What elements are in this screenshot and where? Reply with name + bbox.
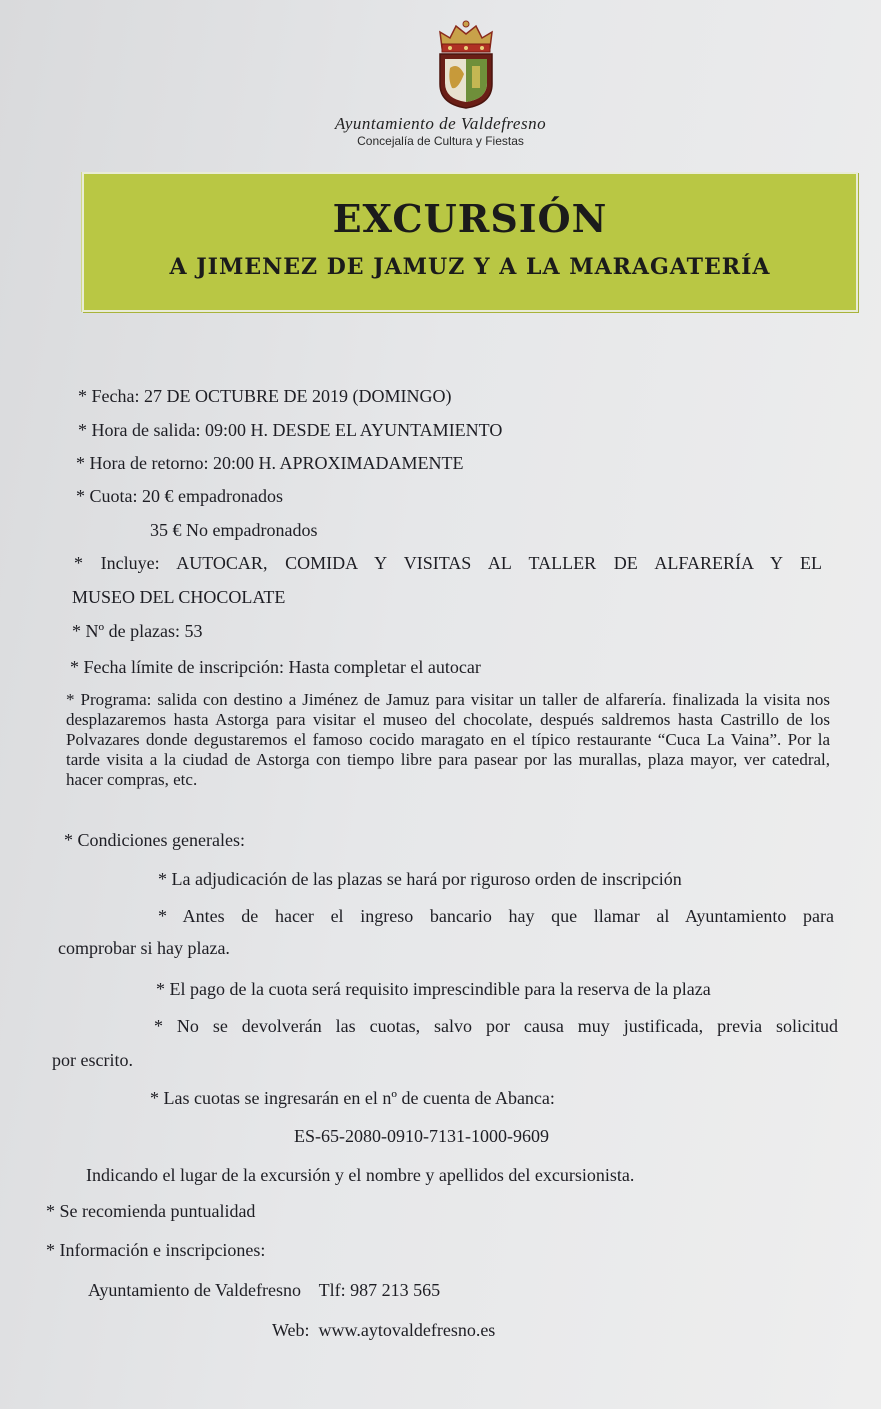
department-name: Concejalía de Cultura y Fiestas [357, 134, 524, 148]
page-title: EXCURSIÓN [332, 196, 608, 241]
detail-programa: * Programa: salida con destino a Jiménez de Jamuz para visitar un taller de alfarería. finalizada la visita nos desplazaremos hasta Astorga para visitar el museo del chocolate, después saldremos hasta Castrillo de los Polvazares donde degustaremos el famoso cocido maragato en el típico restaurante “Cuca La Vaina”. Por la tarde visita a la ciudad de Astorga con tiempo libre para pasear por las murallas, plaza mayor, ver catedral, hacer compras, etc. [66, 690, 830, 789]
detail-incluye: * Incluye: AUTOCAR, COMIDA Y VISITAS AL TALLER DE ALFARERÍA Y EL [74, 553, 822, 573]
condition-item-4-cont: por escrito. [52, 1050, 133, 1070]
page-subtitle: A JIMENEZ DE JAMUZ Y A LA MARAGATERÍA [169, 254, 771, 280]
condition-item-1: * La adjudicación de las plazas se hará por riguroso orden de inscripción [158, 869, 682, 889]
detail-fecha-limite: * Fecha límite de inscripción: Hasta completar el autocar [70, 657, 481, 677]
detail-plazas: * Nº de plazas: 53 [72, 621, 203, 641]
detail-hora-salida: * Hora de salida: 09:00 H. DESDE EL AYUNTAMIENTO [78, 420, 503, 440]
payment-instruction: Indicando el lugar de la excursión y el nombre y apellidos del excursionista. [86, 1165, 635, 1185]
detail-hora-retorno: * Hora de retorno: 20:00 H. APROXIMADAMENTE [76, 453, 464, 473]
condition-item-4: * No se devolverán las cuotas, salvo por causa muy justificada, previa solicitud [154, 1016, 838, 1036]
organization-name: Ayuntamiento de Valdefresno [334, 114, 547, 133]
detail-incluye-cont: MUSEO DEL CHOCOLATE [72, 587, 286, 607]
contact-line: Ayuntamiento de Valdefresno Tlf: 987 213 565 [88, 1280, 441, 1300]
punctuality-note: * Se recomienda puntualidad [46, 1201, 256, 1221]
detail-fecha: * Fecha: 27 DE OCTUBRE DE 2019 (DOMINGO) [78, 386, 452, 406]
website-line: Web: www.aytovaldefresno.es [272, 1320, 496, 1340]
conditions-heading: * Condiciones generales: [64, 830, 245, 850]
municipal-crest-icon [436, 18, 496, 110]
bank-account: ES-65-2080-0910-7131-1000-9609 [294, 1126, 549, 1146]
condition-item-2-cont: comprobar si hay plaza. [58, 938, 230, 958]
condition-item-5: * Las cuotas se ingresarán en el nº de cuenta de Abanca: [150, 1088, 555, 1108]
detail-cuota: * Cuota: 20 € empadronados [76, 486, 283, 506]
condition-item-3: * El pago de la cuota será requisito imprescindible para la reserva de la plaza [156, 979, 711, 999]
title-banner [82, 172, 858, 312]
condition-item-2: * Antes de hacer el ingreso bancario hay que llamar al Ayuntamiento para [158, 906, 834, 926]
detail-cuota-no-empadronados: 35 € No empadronados [150, 520, 318, 540]
info-heading: * Información e inscripciones: [46, 1240, 266, 1260]
